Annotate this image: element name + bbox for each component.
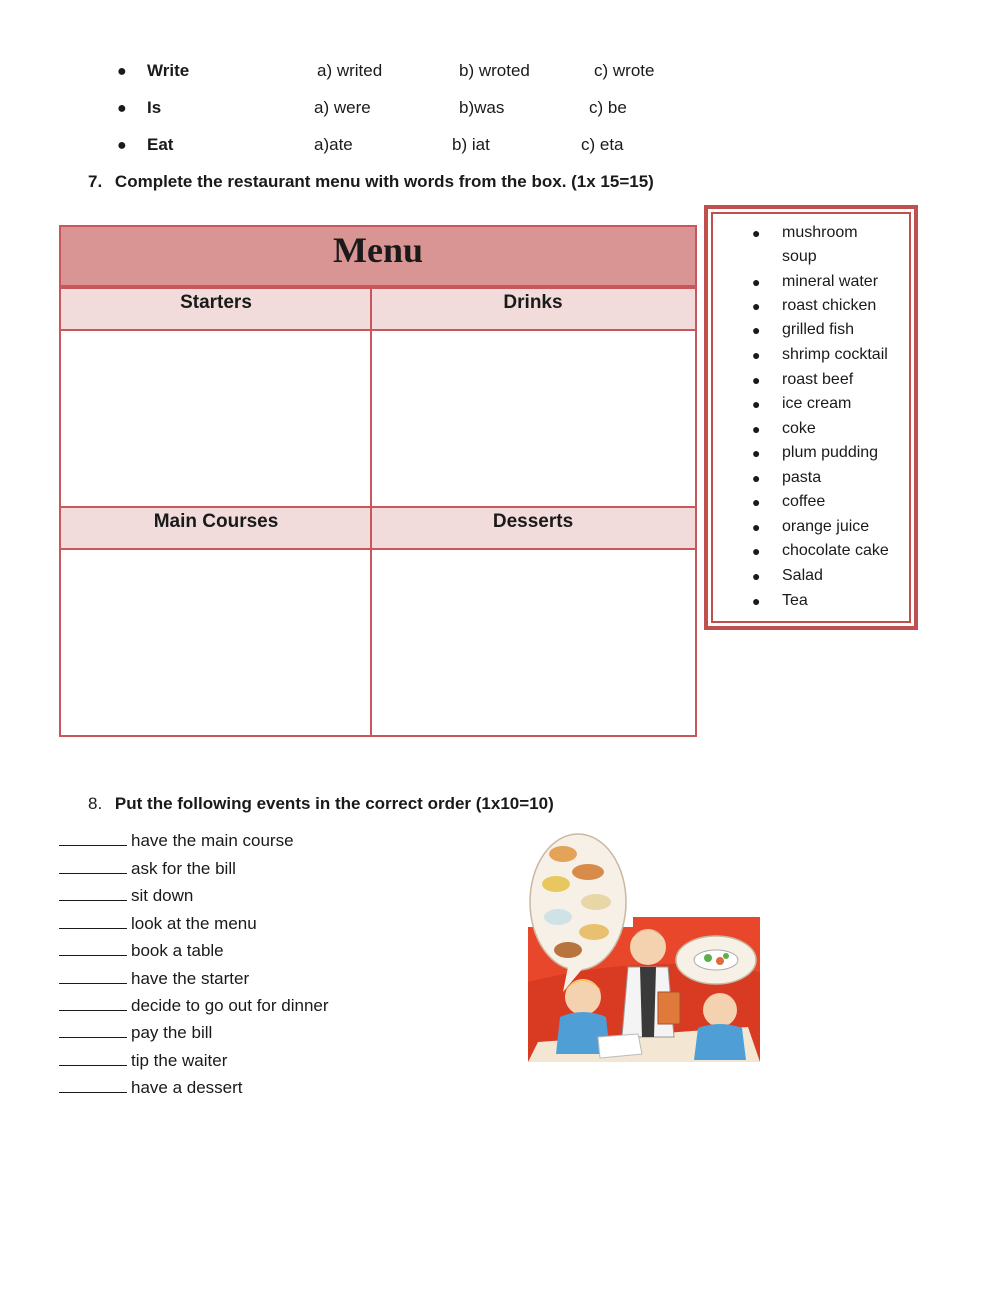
- word-box: ● mushroom soup ● mineral water ● roast chicken ● grilled fish ● shrimp cocktail ● roast beef ● ice cream ● coke ● plum pudding ● pasta ● coffee ● orange juice ● chocolate cake ● Salad ● Tea: [704, 205, 918, 630]
- option-b: b) iat: [452, 135, 490, 154]
- answer-blank[interactable]: [59, 1076, 127, 1093]
- bullet-icon: ●: [752, 396, 761, 412]
- question-7-heading: [88, 172, 654, 192]
- restaurant-waiter-customers-illustration: [528, 832, 760, 1066]
- verb-choice-row: [0, 61, 700, 85]
- drinks-answer-cell[interactable]: [373, 331, 695, 506]
- verb-word: Write: [147, 61, 190, 80]
- event-item: look at the menu: [59, 912, 257, 936]
- bullet-icon: ●: [752, 298, 761, 314]
- option-b: b)was: [459, 98, 505, 117]
- option-a: a)ate: [314, 135, 353, 154]
- bullet-icon: ●: [752, 347, 761, 363]
- starters-answer-cell[interactable]: [61, 331, 371, 506]
- event-item: have a dessert: [59, 1076, 243, 1100]
- menu-header-main-courses: Main Courses: [61, 506, 371, 550]
- event-item: sit down: [59, 884, 193, 908]
- answer-blank[interactable]: [59, 967, 127, 984]
- bullet-icon: ●: [752, 372, 761, 388]
- column-divider: [370, 287, 372, 735]
- answer-blank[interactable]: [59, 939, 127, 956]
- verb-word: Is: [147, 98, 162, 117]
- menu-header-drinks: Drinks: [371, 287, 695, 331]
- event-item: tip the waiter: [59, 1049, 227, 1073]
- answer-blank[interactable]: [59, 994, 127, 1011]
- bullet-icon: ●: [752, 543, 761, 559]
- desserts-answer-cell[interactable]: [373, 550, 695, 735]
- question-text: Complete the restaurant menu with words from the box. (1x 15=15): [114, 172, 654, 191]
- option-c: c) be: [589, 98, 627, 117]
- option-a: a) writed: [317, 61, 383, 80]
- bullet-icon: ●: [752, 494, 761, 510]
- main-courses-answer-cell[interactable]: [61, 550, 371, 735]
- option-b: b) wroted: [459, 61, 530, 80]
- bullet-icon: ●: [752, 421, 761, 437]
- answer-blank[interactable]: [59, 1021, 127, 1038]
- event-item: book a table: [59, 939, 224, 963]
- menu-table: [59, 225, 697, 737]
- bullet-icon: ●: [117, 63, 127, 80]
- bullet-icon: ●: [117, 100, 127, 117]
- menu-title: Menu: [61, 227, 695, 287]
- menu-header-desserts: Desserts: [371, 506, 695, 550]
- bullet-icon: ●: [752, 470, 761, 486]
- menu-header-starters: Starters: [61, 287, 371, 331]
- answer-blank[interactable]: [59, 884, 127, 901]
- answer-blank[interactable]: [59, 1049, 127, 1066]
- verb-choice-row: [0, 98, 700, 122]
- bullet-icon: ●: [117, 137, 127, 154]
- question-text: Put the following events in the correct order (1x10=10): [114, 794, 554, 813]
- bullet-icon: ●: [752, 322, 761, 338]
- answer-blank[interactable]: [59, 829, 127, 846]
- option-a: a) were: [314, 98, 371, 117]
- bullet-icon: ●: [752, 593, 761, 609]
- verb-choice-row: [0, 135, 700, 159]
- event-item: have the starter: [59, 967, 249, 991]
- question-8-heading: [88, 794, 554, 814]
- bullet-icon: ●: [752, 445, 761, 461]
- restaurant-illustration-svg: [528, 832, 760, 1066]
- event-item: pay the bill: [59, 1021, 212, 1045]
- answer-blank[interactable]: [59, 857, 127, 874]
- bullet-icon: ●: [752, 225, 761, 241]
- question-number: 7.: [88, 172, 103, 191]
- option-c: c) wrote: [594, 61, 655, 80]
- answer-blank[interactable]: [59, 912, 127, 929]
- option-c: c) eta: [581, 135, 624, 154]
- verb-word: Eat: [147, 135, 174, 154]
- event-item: have the main course: [59, 829, 294, 853]
- event-item: decide to go out for dinner: [59, 994, 329, 1018]
- bullet-icon: ●: [752, 568, 761, 584]
- bullet-icon: ●: [752, 519, 761, 535]
- bullet-icon: ●: [752, 274, 761, 290]
- event-item: ask for the bill: [59, 857, 236, 881]
- question-number: 8.: [88, 794, 103, 813]
